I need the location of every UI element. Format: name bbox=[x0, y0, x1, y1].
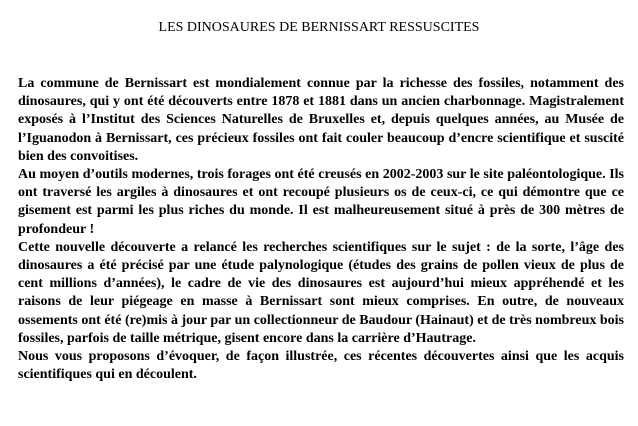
paragraph-decouverte: Cette nouvelle découverte a relancé les recherches scientifiques sur le sujet : de la sorte, l’âge des dinosaures a été précisé par une étude palynologique (études des grains de pollen vieux de plus de cent millions d’années), le cadre de vie des dinosaures est aujourd’hui mieux appréhendé et les raisons de leur piégeage en masse à Bernissart sont mieux comprises. En outre, de nouveaux ossements ont été (re)mis à jour par un collectionneur de Baudour (Hainaut) et de très nombreux bois fossiles, parfois de taille métrique, gisent encore dans la carrière d’Hautrage. bbox=[18, 239, 624, 346]
document-body bbox=[18, 75, 624, 384]
paragraph-commune: La commune de Bernissart est mondialement connue par la richesse des fossiles, notamment des dinosaures, qui y ont été découverts entre 1878 et 1881 dans un ancien charbonnage. Magistralement exposés à l’Institut des Sciences Naturelles de Bruxelles et, depuis quelques années, au Musée de l’Iguanodon à Bernissart, ces précieux fossiles ont fait couler beaucoup d’encre scientifique et suscité bien des convoitises. bbox=[18, 76, 624, 164]
paragraph-forages: Au moyen d’outils modernes, trois forages ont été creusés en 2002-2003 sur le site paléontologique. Ils ont traversé les argiles à dinosaures et ont recoupé plusieurs os de ceux-ci, ce qui démontre que ce gisement est parmi les plus riches du monde. Il est malheureusement situé à près de 300 mètres de profondeur ! bbox=[18, 167, 624, 237]
document-title: LES DINOSAURES DE BERNISSART RESSUSCITES bbox=[158, 20, 480, 35]
paragraph-conclusion: Nous vous proposons d’évoquer, de façon illustrée, ces récentes découvertes ainsi que les acquis scientifiques qui en découlent. bbox=[18, 349, 624, 383]
